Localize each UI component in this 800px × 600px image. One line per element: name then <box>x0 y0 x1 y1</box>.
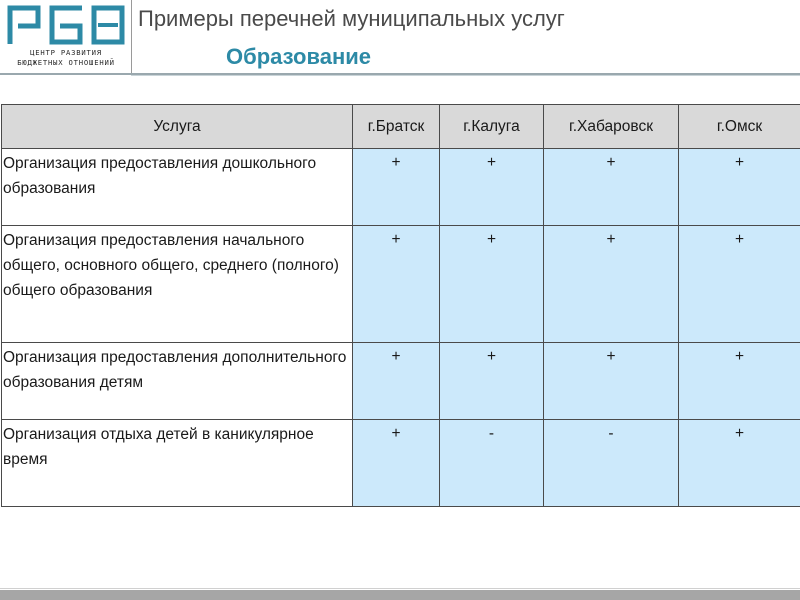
value-cell: + <box>440 149 544 226</box>
table-row <box>2 420 800 507</box>
logo-text-line-1: ЦЕНТР РАЗВИТИЯ <box>30 48 102 57</box>
value-cell: + <box>544 226 679 343</box>
logo <box>4 4 128 70</box>
column-header-omsk: г.Омск <box>679 105 800 149</box>
rbo-logo-icon <box>6 4 126 46</box>
value-cell: - <box>440 420 544 507</box>
value-cell: + <box>353 149 440 226</box>
column-header-bratsk: г.Братск <box>353 105 440 149</box>
value-cell: + <box>679 226 800 343</box>
column-header-khabarovsk: г.Хабаровск <box>544 105 679 149</box>
services-table <box>1 104 800 507</box>
value-cell: + <box>679 420 800 507</box>
value-cell: + <box>353 420 440 507</box>
table-row <box>2 226 800 343</box>
column-header-service: Услуга <box>2 105 353 149</box>
service-cell: Организация предоставления дошкольного образования <box>2 149 353 226</box>
value-cell: + <box>440 343 544 420</box>
page-subtitle: Образование <box>226 44 371 69</box>
value-cell: + <box>544 149 679 226</box>
value-cell: + <box>353 343 440 420</box>
service-cell: Организация предоставления дополнительного образования детям <box>2 343 353 420</box>
value-cell: + <box>353 226 440 343</box>
page-title: Примеры перечней муниципальных услуг <box>138 6 565 31</box>
table-row <box>2 343 800 420</box>
footer-rule <box>0 588 800 589</box>
header-divider <box>131 0 132 74</box>
table-header-row <box>2 105 800 149</box>
value-cell: + <box>679 343 800 420</box>
value-cell: + <box>679 149 800 226</box>
value-cell: + <box>544 343 679 420</box>
column-header-kaluga: г.Калуга <box>440 105 544 149</box>
header-rule-thin <box>131 75 800 76</box>
footer-bar <box>0 590 800 600</box>
logo-text-line-2: БЮДЖЕТНЫХ ОТНОШЕНИЙ <box>17 58 115 67</box>
service-cell: Организация отдыха детей в каникулярное время <box>2 420 353 507</box>
value-cell: - <box>544 420 679 507</box>
service-cell: Организация предоставления начального общего, основного общего, среднего (полного) общего образования <box>2 226 353 343</box>
value-cell: + <box>440 226 544 343</box>
table-row <box>2 149 800 226</box>
